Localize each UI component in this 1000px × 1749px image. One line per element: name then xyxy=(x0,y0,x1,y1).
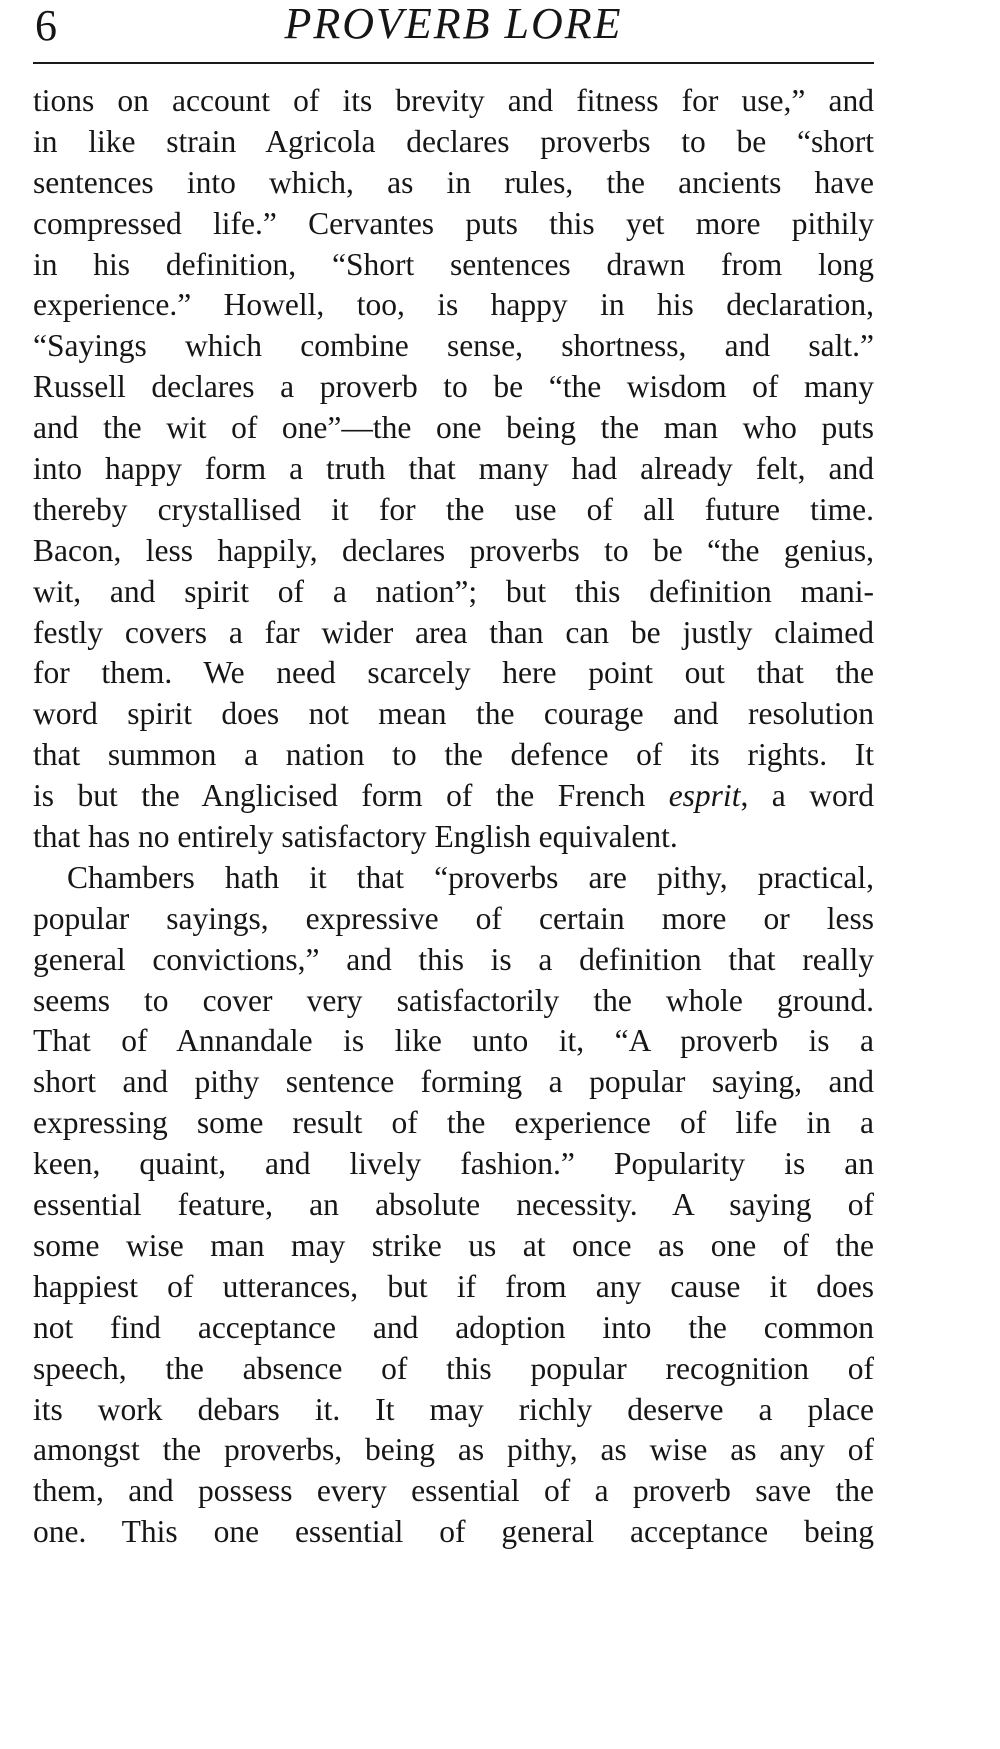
text-line: them, and possess every essential of a proverb save the xyxy=(33,1473,874,1509)
paragraph-end-line: that has no entirely satisfactory English equivalent. xyxy=(33,819,678,855)
text-line: general convictions,” and this is a definition that really xyxy=(33,941,874,977)
text-line: expressing some result of the experience of life in a xyxy=(33,1105,874,1141)
text-line: seems to cover very satisfactorily the whole ground. xyxy=(33,982,874,1018)
body-text xyxy=(33,81,874,1553)
text-line: essential feature, an absolute necessity. A saying of xyxy=(33,1187,874,1223)
running-title: PROVERB LORE xyxy=(284,0,623,48)
text-segment: , a word xyxy=(740,778,874,814)
text-line: That of Annandale is like unto it, “A proverb is a xyxy=(33,1023,874,1059)
text-line: short and pithy sentence forming a popular saying, and xyxy=(33,1064,874,1100)
text-line: in his definition, “Short sentences drawn from long xyxy=(33,246,874,282)
text-line: wit, and spirit of a nation”; but this definition mani- xyxy=(33,573,874,609)
text-line: keen, quaint, and lively fashion.” Popularity is an xyxy=(33,1146,874,1182)
text-line: in like strain Agricola declares proverbs to be “short xyxy=(33,123,874,159)
text-line: popular sayings, expressive of certain more or less xyxy=(33,900,874,936)
text-line: festly covers a far wider area than can be justly claimed xyxy=(33,614,874,650)
text-line: that summon a nation to the defence of its rights. It xyxy=(33,737,874,773)
text-line: experience.” Howell, too, is happy in his declaration, xyxy=(33,287,874,323)
text-line: “Sayings which combine sense, shortness, and salt.” xyxy=(33,328,874,364)
text-line-with-italic xyxy=(33,776,874,817)
text-line: word spirit does not mean the courage and resolution xyxy=(33,696,874,732)
page-header xyxy=(33,0,874,64)
text-line: amongst the proverbs, being as pithy, as wise as any of xyxy=(33,1432,874,1468)
text-line: thereby crystallised it for the use of all future time. xyxy=(33,491,874,527)
text-line: tions on account of its brevity and fitness for use,” and xyxy=(33,83,874,118)
italic-term: esprit xyxy=(668,778,741,814)
text-line: and the wit of one”—the one being the man who puts xyxy=(33,410,874,446)
text-line: its work debars it. It may richly deserve a place xyxy=(33,1391,874,1427)
text-line: for them. We need scarcely here point out that the xyxy=(33,655,874,691)
text-line: one. This one essential of general acceptance being xyxy=(33,1514,874,1550)
text-line: Russell declares a proverb to be “the wisdom of many xyxy=(33,369,874,405)
paragraph-start-line: Chambers hath it that “proverbs are pithy, practical, xyxy=(67,859,874,895)
text-line: happiest of utterances, but if from any cause it does xyxy=(33,1268,874,1304)
text-line: sentences into which, as in rules, the ancients have xyxy=(33,164,874,200)
text-line: compressed life.” Cervantes puts this yet more pithily xyxy=(33,205,874,241)
text-segment: is but the Anglicised form of the French xyxy=(33,778,669,814)
text-line: some wise man may strike us at once as one of the xyxy=(33,1227,874,1263)
page-number: 6 xyxy=(35,1,57,50)
book-page xyxy=(33,0,874,1553)
text-line: into happy form a truth that many had already felt, and xyxy=(33,451,874,487)
text-line: Bacon, less happily, declares proverbs to be “the genius, xyxy=(33,532,874,568)
text-line: not find acceptance and adoption into the common xyxy=(33,1309,874,1345)
text-line: speech, the absence of this popular recognition of xyxy=(33,1350,874,1386)
